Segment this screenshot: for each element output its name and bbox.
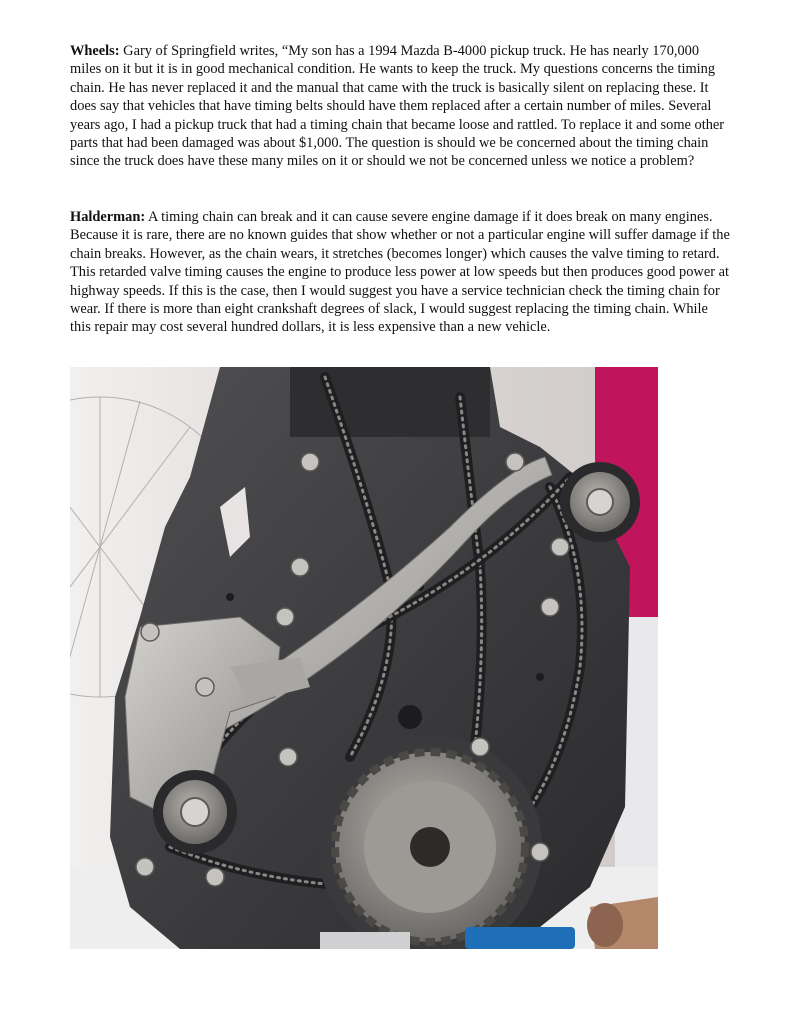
upper-idler-sprocket (560, 462, 640, 542)
blue-tool (465, 927, 575, 949)
answer-lead-label: Halderman: (70, 209, 146, 225)
bushing-end (587, 903, 623, 947)
question-lead-label: Wheels: (70, 43, 120, 59)
engine-illustration (70, 367, 658, 949)
table-item (320, 932, 410, 949)
crankshaft-sprocket (318, 735, 542, 949)
engine-timing-chain-photo (70, 367, 658, 949)
answer-text: A timing chain can break and it can cause severe engine damage if it does break on many engines. Because it is rare, there are no known guides that show whether or not a particular engine will suffer damage if the chain breaks. However, as the chain wears, it stretches (becomes longer) which causes the valve timing to retard. This retarded valve timing causes the engine to produce less power at low speeds but then produces good power at highway speeds. If this is the case, then I would suggest you have a service technician check the timing chain for wear. If there is more than eight crankshaft degrees of slack, I would suggest replacing the timing chain. While this repair may cost several hundred dollars, it is less expensive than a new vehicle. (70, 209, 730, 336)
lower-left-sprocket (153, 770, 237, 854)
answer-paragraph (70, 208, 730, 337)
reader-question-paragraph (70, 42, 730, 171)
question-text: Gary of Springfield writes, “My son has a 1994 Mazda B-4000 pickup truck. He has nearly 170,000 miles on it but it is in good mechanical condition. He wants to keep the truck. My questions concerns the timing chain. He has never replaced it and the manual that came with the truck is basically silent on replacing these. It does say that vehicles that have timing belts should have them replaced after a certain number of miles. Several years ago, I had a pickup truck that had a timing chain that became loose and rattled. To replace it and some other parts that had been damaged was about $1,000. The question is should we be concerned about the timing chain since the truck does have these many miles on it or should we not be concerned unless we notice a problem? (70, 43, 725, 170)
